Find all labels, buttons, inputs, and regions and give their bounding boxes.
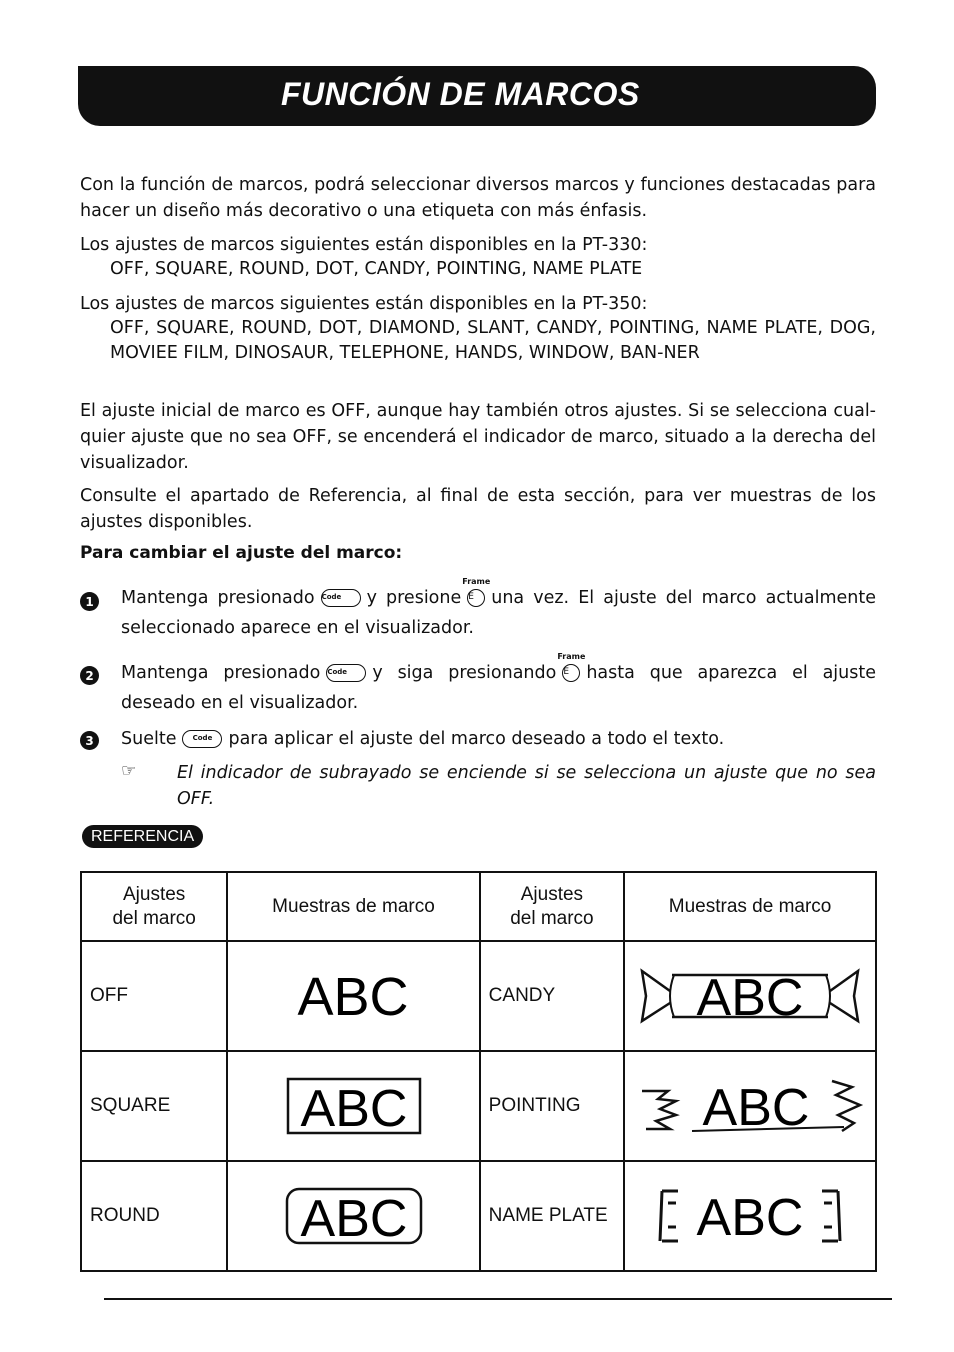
pt330-paragraph: Los ajustes de marcos siguientes están disponibles en la PT-330: <box>80 235 648 255</box>
sample-text: ABC <box>301 1190 408 1248</box>
step-number: 3 <box>80 731 99 750</box>
sample-candy <box>624 941 876 1051</box>
intro-paragraph: Con la función de marcos, podrá seleccionar diversos marcos y funciones destacadas para hacer un diseño más decorativo o una etiqueta con más énfasis. <box>80 175 876 221</box>
step-number: 1 <box>80 592 99 611</box>
frame-name-round: ROUND <box>81 1161 227 1271</box>
sample-text: ABC <box>696 969 804 1027</box>
frame-name-candy: CANDY <box>480 941 624 1051</box>
step-text-part: y presione <box>366 588 462 608</box>
page-title: FUNCIÓN DE MARCOS <box>281 76 640 112</box>
frame-name-off: OFF <box>81 941 227 1051</box>
pointing-hand-right-icon <box>832 1081 860 1131</box>
frame-key-letter: E <box>563 667 570 677</box>
frame-name-pointing: POINTING <box>480 1051 624 1161</box>
sample-round <box>227 1161 479 1271</box>
step-2-text <box>121 652 877 718</box>
step-text-part: para aplicar el ajuste del marco deseado a todo el texto. <box>228 729 725 749</box>
table-row <box>81 1051 876 1161</box>
step-text-part: Mantenga presionado <box>121 588 315 608</box>
note-text: El indicador de subrayado se enciende si se selecciona un ajuste que no sea OFF. <box>177 763 876 809</box>
column-header-setting <box>480 872 624 941</box>
code-key-icon: Code <box>326 664 366 682</box>
column-header-sample: Muestras de marco <box>227 872 479 941</box>
sample-off <box>227 941 479 1051</box>
sample-text: ABC <box>702 1079 810 1137</box>
sample-name-plate <box>624 1161 876 1271</box>
code-key-icon: Code <box>321 589 361 607</box>
column-header-setting <box>81 872 227 941</box>
pointing-hand-left-icon <box>642 1091 676 1129</box>
step-text-part: Suelte <box>121 729 177 749</box>
step-1-text <box>121 577 876 643</box>
sample-text: ABC <box>301 1080 408 1138</box>
footer-divider <box>104 1298 892 1300</box>
frame-key-icon <box>462 577 491 607</box>
table-row <box>81 1161 876 1271</box>
step-text-part: una vez. El ajuste del marco actualmente seleccionado aparece en el visualizador. <box>121 588 876 638</box>
candy-wrapper-right-icon <box>830 971 858 1021</box>
header-label: Ajustes del marco <box>112 883 196 929</box>
step-text-part: y siga presionando <box>372 663 557 683</box>
pointing-hand-icon: ☞ <box>121 761 137 781</box>
initial-setting-paragraph: El ajuste inicial de marco es OFF, aunque hay también otros ajustes. Si se selecciona cual-quier ajuste que no sea OFF, se encenderá el indicador de marco, situado a la derecha del visualizador. <box>80 401 876 473</box>
code-key-icon: Code <box>182 730 222 748</box>
reference-hint-paragraph: Consulte el apartado de Referencia, al final de esta sección, para ver muestras de los ajustes disponibles. <box>80 486 876 532</box>
frame-name-name-plate: NAME PLATE <box>480 1161 624 1271</box>
frame-key-icon <box>557 652 586 682</box>
frame-name-square: SQUARE <box>81 1051 227 1161</box>
sample-text: ABC <box>696 1189 804 1247</box>
frame-reference-table <box>80 871 877 1272</box>
pt330-frame-list: OFF, SQUARE, ROUND, DOT, CANDY, POINTING, NAME PLATE <box>110 259 643 279</box>
pt350-frame-list: OFF, SQUARE, ROUND, DOT, DIAMOND, SLANT, CANDY, POINTING, NAME PLATE, DOG, MOVIEE FILM, DINOSAUR, TELEPHONE, HANDS, WINDOW, BAN-NER <box>110 318 876 363</box>
sample-text: ABC <box>297 967 410 1027</box>
section-title-bar <box>78 66 876 126</box>
frame-key-label: Frame <box>462 577 491 586</box>
name-plate-left-icon <box>660 1191 678 1241</box>
step-text-part: Mantenga presionado <box>121 663 321 683</box>
column-header-sample: Muestras de marco <box>624 872 876 941</box>
header-label: Ajustes del marco <box>510 883 594 929</box>
step-3-text <box>121 724 876 754</box>
table-header-row <box>81 872 876 941</box>
candy-wrapper-left-icon <box>642 971 670 1021</box>
step-text-part: hasta que aparezca el ajuste deseado en el visualizador. <box>121 663 877 713</box>
frame-key-label: Frame <box>557 652 586 661</box>
pt350-paragraph: Los ajustes de marcos siguientes están disponibles en la PT-350: <box>80 294 648 314</box>
procedure-heading: Para cambiar el ajuste del marco: <box>80 543 403 563</box>
sample-square <box>227 1051 479 1161</box>
frame-key-letter: E <box>468 592 474 602</box>
name-plate-right-icon <box>822 1191 840 1241</box>
table-row <box>81 941 876 1051</box>
step-number: 2 <box>80 666 99 685</box>
sample-pointing <box>624 1051 876 1161</box>
reference-badge: REFERENCIA <box>82 825 203 848</box>
